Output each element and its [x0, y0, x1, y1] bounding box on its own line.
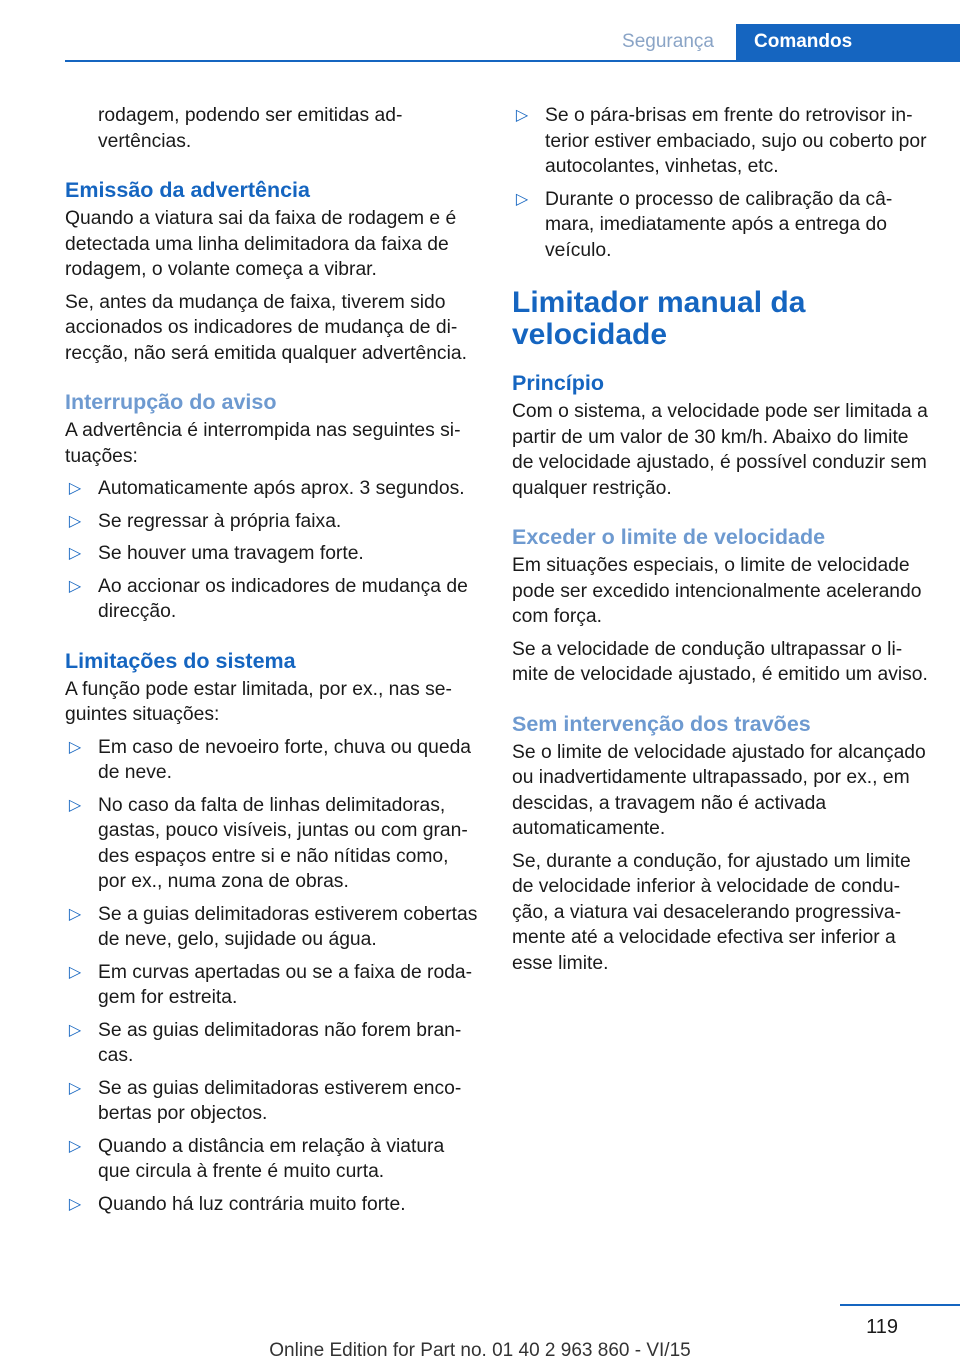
list-item: ▷ Se as guias delimitadoras estiverem encobertas por objectos. — [65, 1076, 481, 1127]
left-column — [65, 103, 481, 1224]
intro-continuation: rodagem, podendo ser emitidas advertências. — [98, 105, 403, 152]
triangle-right-icon: ▷ — [68, 738, 82, 756]
list-item: ▷ Quando há luz contrária muito forte. — [65, 1192, 481, 1218]
triangle-right-icon: ▷ — [68, 545, 82, 562]
list-item: ▷ Se as guias delimitadoras não forem brancas. — [65, 1018, 481, 1069]
right-column — [512, 103, 928, 983]
list-item: ▷ Se a guias delimitadoras estiverem cobertas de neve, gelo, sujidade ou água. — [65, 902, 481, 953]
footer-rule — [840, 1304, 960, 1306]
warning-paragraph-1: Quando a viatura sai da faixa de rodagem e é detectada uma linha delimitadora da faixa de rodagem, o volante começa a vibrar. — [65, 208, 457, 280]
interrupt-list — [65, 476, 481, 625]
limiter-heading: Limitador manual da velocidade — [512, 286, 806, 351]
list-item: ▷ Se houver uma travagem forte. — [65, 541, 481, 567]
list-item: ▷ Em curvas apertadas ou se a faixa de rodagem for estreita. — [65, 960, 481, 1011]
interrupt-heading: Interrupção do aviso — [65, 390, 277, 414]
triangle-right-icon: ▷ — [68, 905, 82, 923]
list-item: ▷ Se o pára-brisas em frente do retrovisor interior estiver embaciado, sujo ou coberto por autocolantes, vinhetas, etc. — [512, 103, 928, 180]
list-item: ▷ Ao accionar os indicadores de mudança de direcção. — [65, 574, 481, 625]
page-number: 119 — [866, 1316, 898, 1338]
nobrake-heading: Sem intervenção dos travões — [512, 711, 811, 736]
list-item: ▷ Se regressar à própria faixa. — [65, 509, 481, 535]
interrupt-paragraph: A advertência é interrompida nas seguintes situações: — [65, 420, 461, 467]
tab-comandos[interactable]: Comandos — [736, 24, 960, 62]
list-item: ▷ Quando a distância em relação à viatura que circula à frente é muito curta. — [65, 1134, 481, 1185]
triangle-right-icon: ▷ — [515, 107, 529, 124]
triangle-right-icon: ▷ — [68, 577, 82, 595]
exceed-paragraph-1: Em situações especiais, o limite de velocidade pode ser excedido intencionalmente acelerando com força. — [512, 555, 922, 627]
triangle-right-icon: ▷ — [68, 1021, 82, 1039]
triangle-right-icon: ▷ — [68, 480, 82, 497]
triangle-right-icon: ▷ — [68, 963, 82, 981]
principle-heading: Princípio — [512, 371, 604, 395]
warning-heading: Emissão da advertência — [65, 178, 310, 202]
triangle-right-icon: ▷ — [68, 1079, 82, 1097]
nobrake-paragraph-1: Se o limite de velocidade ajustado for alcançado ou inadvertidamente ultrapassado, por ex., em descidas, a travagem não é activada automaticamente. — [512, 741, 926, 839]
warning-paragraph-2: Se, antes da mudança de faixa, tiverem sido accionados os indicadores de mudança de direcção, não será emitida qualquer advertência. — [65, 291, 467, 364]
triangle-right-icon: ▷ — [68, 796, 82, 814]
triangle-right-icon: ▷ — [68, 512, 82, 530]
principle-paragraph: Com o sistema, a velocidade pode ser limitada a partir de um valor de 30 km/h. Abaixo do limite de velocidade ajustado, é possível conduzir sem qualquer restrição. — [512, 401, 928, 499]
exceed-heading: Exceder o limite de velocidade — [512, 525, 826, 549]
tab-seguranca[interactable]: Segurança — [622, 31, 714, 52]
limits-paragraph: A função pode estar limitada, por ex., nas seguintes situações: — [65, 678, 452, 725]
nobrake-paragraph-2: Se, durante a condução, for ajustado um limite de velocidade inferior à velocidade de condução, a viatura vai desacelerando progressivamente até a velocidade efectiva ser inferior a esse limite. — [512, 850, 911, 974]
list-item: ▷ No caso da falta de linhas delimitadoras, gastas, pouco visíveis, juntas ou com grandes espaços entre si e não nítidas como, por ex., numa zona de obras. — [65, 793, 481, 895]
triangle-right-icon: ▷ — [68, 1137, 82, 1155]
edition-footer: Online Edition for Part no. 01 40 2 963 860 - VI/15 — [269, 1340, 691, 1361]
triangle-right-icon: ▷ — [515, 190, 529, 208]
triangle-right-icon: ▷ — [68, 1195, 82, 1213]
limits-list — [65, 735, 481, 1218]
limits-heading: Limitações do sistema — [65, 648, 296, 673]
list-item: ▷ Durante o processo de calibração da câmara, imediatamente após a entrega do veículo. — [512, 187, 928, 264]
continued-list — [512, 103, 928, 263]
list-item: ▷ Em caso de nevoeiro forte, chuva ou queda de neve. — [65, 735, 481, 786]
exceed-paragraph-2: Se a velocidade de condução ultrapassar o limite de velocidade ajustado, é emitido um aviso. — [512, 638, 928, 685]
list-item: ▷ Automaticamente após aprox. 3 segundos. — [65, 476, 481, 502]
